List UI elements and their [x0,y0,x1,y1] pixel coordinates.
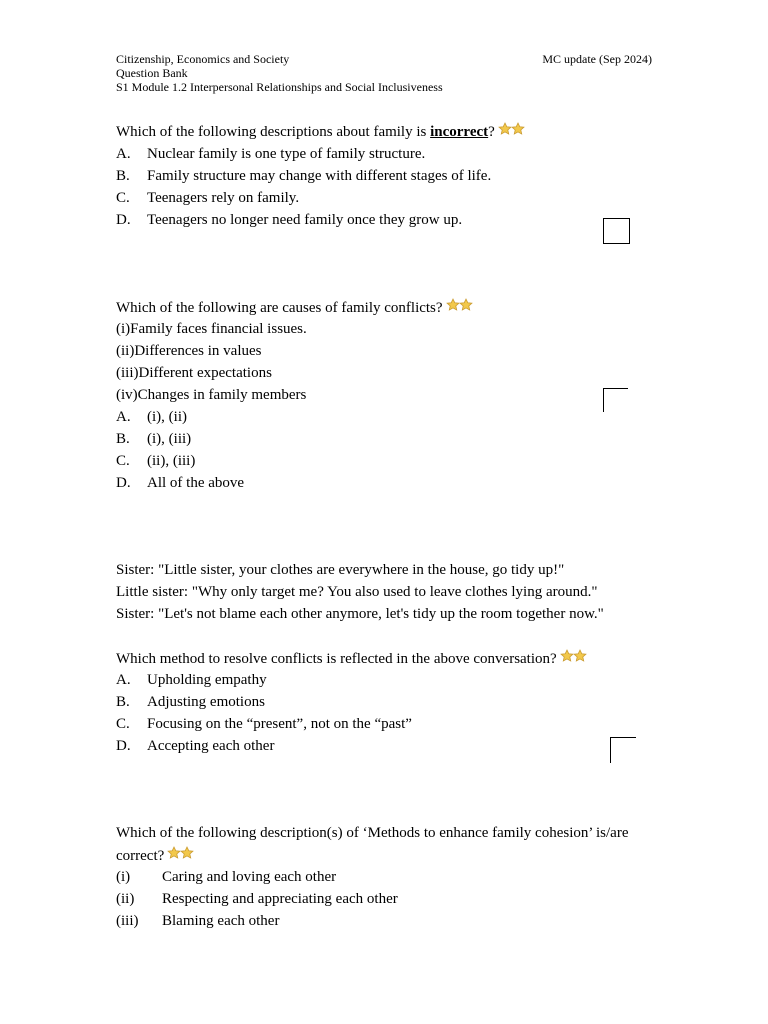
two-star-icon [498,120,526,142]
q4-stem-line-1: Which of the following description(s) of ‘Methods to enhance family cohesion’ is/are [116,825,629,841]
q3-answer-box[interactable] [610,737,636,763]
q3-dialogue-line-3: Sister: "Let's not blame each other anymore, let's tidy up the room together now." [116,606,604,622]
q3-stem-text: Which method to resolve conflicts is reflected in the above conversation? [116,651,557,667]
q1-stem-end: ? [488,124,495,140]
q2-answer-box[interactable] [603,388,628,412]
q3-option-a: A. Upholding empathy [116,672,267,688]
q2-option-b: B. (i), (iii) [116,431,192,447]
q4-stem-text: correct? [116,848,165,864]
module-title: S1 Module 1.2 Interpersonal Relationships and Social Inclusiveness [116,80,443,94]
two-star-icon [167,844,195,866]
q2-option-c: C. (ii), (iii) [116,453,196,469]
q1-answer-box[interactable] [603,218,630,244]
q2-item-i: (i)Family faces financial issues. [116,321,307,337]
q2-stem [116,296,474,319]
q1-stem-text: Which of the following descriptions about family is [116,124,431,140]
question-bank-label: Question Bank [116,66,188,80]
q2-option-a: A. (i), (ii) [116,409,187,425]
q3-option-b: B. Adjusting emotions [116,694,265,710]
q2-stem-text: Which of the following are causes of family conflicts? [116,300,443,316]
subject-title: Citizenship, Economics and Society [116,52,290,66]
q1-option-a: A. Nuclear family is one type of family structure. [116,146,426,162]
q1-option-c: C. Teenagers rely on family. [116,190,300,206]
two-star-icon [446,296,474,318]
q4-stem-line-2 [116,844,195,867]
q2-option-d: D. All of the above [116,475,245,491]
q3-dialogue-line-2: Little sister: "Why only target me? You also used to leave clothes lying around." [116,584,598,600]
q2-item-iv: (iv)Changes in family members [116,387,307,403]
two-star-icon [560,647,588,669]
q2-item-iii: (iii)Different expectations [116,365,272,381]
q4-item-iii: (iii) Blaming each other [116,913,280,929]
q4-item-ii: (ii) Respecting and appreciating each other [116,891,398,907]
q1-stem-emphasis: incorrect [430,124,489,140]
q1-stem [116,120,526,143]
q3-stem [116,647,588,670]
q3-option-c: C. Focusing on the “present”, not on the “past” [116,716,412,732]
document-header [116,52,443,94]
update-label: MC update (Sep 2024) [542,52,652,66]
q1-option-b: B. Family structure may change with different stages of life. [116,168,492,184]
q3-option-d: D. Accepting each other [116,738,275,754]
q1-option-d: D. Teenagers no longer need family once they grow up. [116,212,463,228]
q4-item-i: (i) Caring and loving each other [116,869,337,885]
q2-item-ii: (ii)Differences in values [116,343,262,359]
q3-dialogue-line-1: Sister: "Little sister, your clothes are everywhere in the house, go tidy up!" [116,562,565,578]
